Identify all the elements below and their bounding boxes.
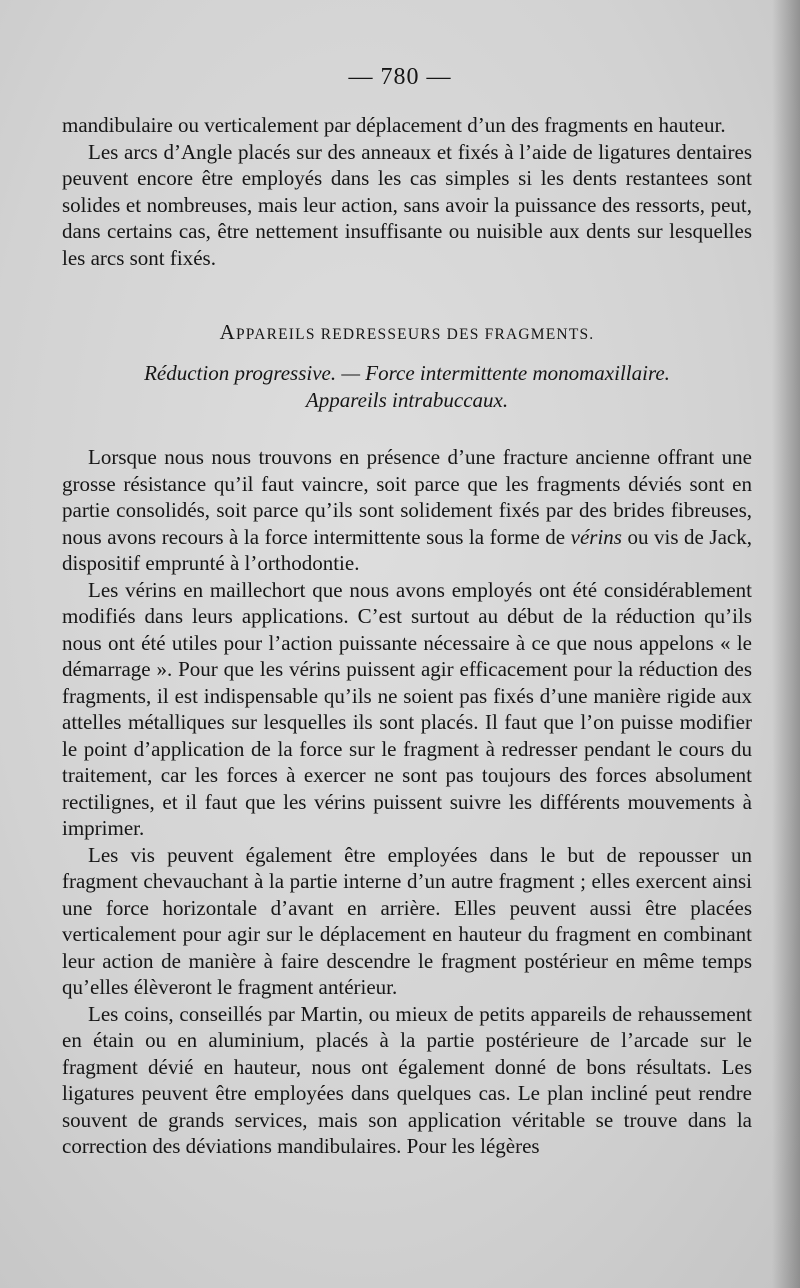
paragraph-3-italic: vérins (570, 524, 622, 549)
spacer (62, 414, 752, 444)
section-heading (62, 321, 752, 346)
section-heading-rest: PPAREILS REDRESSEURS DES FRAGMENTS. (235, 326, 595, 343)
page-number: — 780 — (348, 64, 452, 90)
paragraph-6: Les coins, conseillés par Martin, ou mieux de petits appareils de rehaussement en étain ou en aluminium, placés à la partie postérieure de l’arcade sur le fragment dévié en hauteur, nous ont également donné de bons résultats. Les ligatures peuvent être employées dans quelques cas. Le plan incliné peut rendre souvent de grands services, mais son application véritable se trouve dans la correction des déviations mandibulaires. Pour les légères (62, 1001, 752, 1158)
section-heading-initial: A (219, 320, 236, 344)
page-edge-shadow (772, 0, 800, 1288)
paragraph-4: Les vérins en maillechort que nous avons employés ont été considérablement modifiés dans leurs applications. C’est surtout au début de la réduction qu’ils nous ont été utiles pour l’action puissante nécessaire à ce que nous appelons « le démarrage ». Pour que les vérins puissent agir efficacement pour la réduction des fragments, il est indispensable qu’ils ne soient pas fixés d’une manière rigide aux attelles métalliques sur lesquelles ils sont placés. Il faut que l’on puisse modifier le point d’application de la force sur le fragment à redresser pendant le cours du traitement, car les forces à exercer ne sont pas toujours des forces absolument rectilignes, et il faut que les vérins puissent suivre les différents mouvements à imprimer. (62, 577, 752, 840)
paragraph-5: Les vis peuvent également être employées dans le but de repousser un fragment chevauchant à la partie interne d’un autre fragment ; elles exercent ainsi une force horizontale d’avant en arrière. Elles peuvent aussi être placées verticalement pour agir sur le déplacement en hauteur du fragment en combinant leur action de manière à faire descendre le fragment postérieur en même temps qu’elles élèveront le fragment antérieur. (62, 842, 752, 999)
subheading (62, 360, 752, 414)
paragraph-3-start: Lorsque nous nous trouvons en présence d’une fracture ancienne offrant une grosse résistance qu’il faut vaincre, soit parce que les fragments déviés sont en partie consolidés, soit parce qu’ils sont solidement fixés par des brides fibreuses, nous avons recours à la force intermittente sous la forme de (62, 445, 752, 549)
body-text (62, 112, 752, 1160)
paragraph-3-end: ou vis de Jack, dispositif emprunté à l’orthodontie. (62, 524, 752, 575)
paragraph-3 (62, 444, 752, 577)
subheading-line-1: Réduction progressive. — Force intermittente monomaxillaire. (144, 361, 670, 385)
paragraph-1: mandibulaire ou verticalement par déplacement d’un des fragments en hauteur. (62, 113, 726, 137)
paragraph-2: Les arcs d’Angle placés sur des anneaux et fixés à l’aide de ligatures dentaires peuvent encore être employés dans les cas simples si les dents restantees sont solides et nombreuses, mais leur action, sans avoir la puissance des ressorts, peut, dans certains cas, être nettement insuffisante ou nuisible aux dents sur lesquelles les arcs sont fixés. (62, 139, 752, 270)
subheading-line-2: Appareils intrabuccaux. (305, 388, 509, 412)
